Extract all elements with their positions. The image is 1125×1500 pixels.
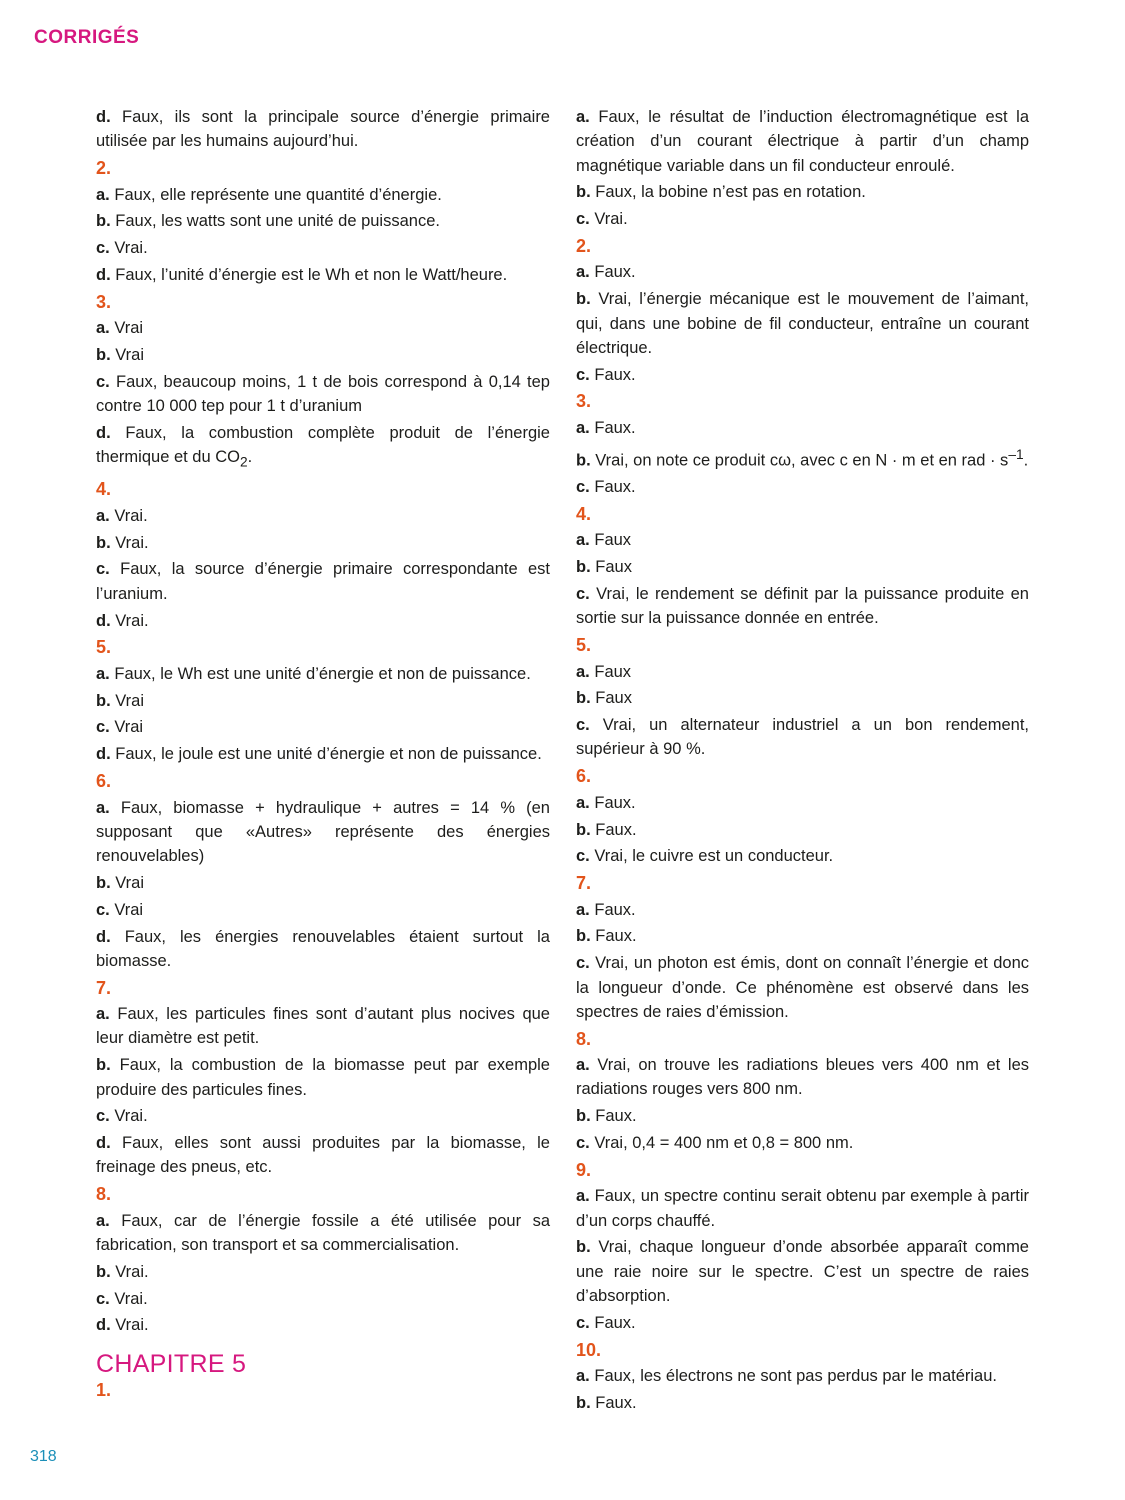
answer-item <box>576 1311 1029 1335</box>
question-number: 5. <box>96 637 112 658</box>
question-number: 9. <box>576 1159 592 1180</box>
answer-letter: c. <box>96 718 110 737</box>
answer-item <box>96 557 550 606</box>
answer-item <box>576 686 1029 710</box>
answer-text: Faux. <box>595 1107 637 1126</box>
answer-item <box>576 287 1029 360</box>
question-number: 3. <box>576 391 592 412</box>
answer-text: Faux, la combustion de la biomasse peut par exemple produire des particules fines. <box>96 1056 550 1099</box>
answer-item <box>576 1364 1029 1388</box>
answer-text: Faux. <box>595 927 637 946</box>
answer-item <box>576 924 1029 948</box>
answer-text: Vrai. <box>594 210 628 229</box>
answer-letter: a. <box>576 793 590 812</box>
answer-letter: c. <box>576 1313 590 1332</box>
answer-item <box>96 1131 550 1180</box>
answer-text: Faux. <box>594 900 636 919</box>
answer-letter: c. <box>576 478 590 497</box>
answer-text: Vrai <box>115 691 144 710</box>
answer-text: Faux. <box>594 263 636 282</box>
answer-text: Vrai, on trouve les radiations bleues vers 400 nm et les radiations rouges vers 800 nm. <box>576 1056 1029 1099</box>
answer-item <box>576 443 1029 473</box>
answer-item <box>576 1235 1029 1308</box>
answer-text: Faux, les watts sont une unité de puissance. <box>115 212 440 231</box>
answer-item <box>96 1053 550 1102</box>
answer-text: Vrai. <box>114 239 148 258</box>
answer-letter: b. <box>576 1238 591 1257</box>
answer-text: Faux, biomasse + hydraulique + autres = 14 % (en supposant que «Autres» représente des énergies renouvelables) <box>96 798 550 866</box>
answer-letter: c. <box>576 847 590 866</box>
answer-text: Vrai, l’énergie mécanique est le mouvement de l’aimant, qui, dans une bobine de fil conducteur, entraîne un courant électrique. <box>576 290 1029 357</box>
answer-letter: c. <box>576 584 590 603</box>
answer-text: Vrai. <box>114 1107 148 1126</box>
answer-text-end: . <box>247 448 253 467</box>
answer-item <box>576 1391 1029 1415</box>
answer-item <box>576 713 1029 762</box>
answer-letter: b. <box>96 533 111 552</box>
answer-item <box>96 796 550 869</box>
answer-item <box>96 183 550 207</box>
answer-item <box>96 504 550 528</box>
answer-text: Faux, elles sont aussi produites par la biomasse, le freinage des pneus, etc. <box>96 1134 550 1177</box>
answer-letter: b. <box>576 1393 591 1412</box>
answer-item <box>96 925 550 974</box>
answer-letter: b. <box>576 1107 591 1126</box>
answer-text: Faux <box>594 531 632 550</box>
answer-text: Faux. <box>594 1313 636 1332</box>
answer-text: Vrai. <box>114 1289 148 1308</box>
answer-letter: b. <box>576 183 591 202</box>
question-number: 4. <box>576 503 592 524</box>
answer-letter: c. <box>576 716 590 735</box>
answer-letter: a. <box>576 418 590 437</box>
answer-item <box>576 260 1029 284</box>
answer-text: Faux, les particules fines sont d’autant plus nocives que leur diamètre est petit. <box>96 1005 550 1048</box>
subscript: 2 <box>240 454 248 470</box>
answer-letter: b. <box>96 346 111 365</box>
answer-letter: b. <box>96 212 111 231</box>
answer-text: Vrai, un alternateur industriel a un bon rendement, supérieur à 90 %. <box>576 716 1029 759</box>
question-number: 1. <box>96 1379 112 1400</box>
answer-item <box>96 1104 550 1128</box>
answer-text: Faux <box>595 689 632 708</box>
answer-item <box>96 898 550 922</box>
answer-letter: a. <box>96 1005 110 1024</box>
answer-letter: d. <box>96 108 111 126</box>
answer-text: Faux, le résultat de l’induction électromagnétique est la création d’un courant électrique à partir d’un champ magnétique variable dans un fil conducteur enroulé. <box>576 108 1029 175</box>
answer-text: Vrai <box>114 319 144 338</box>
answer-letter: d. <box>96 611 111 630</box>
answer-letter: c. <box>96 560 110 579</box>
answer-item <box>576 844 1029 868</box>
answer-item <box>576 951 1029 1024</box>
answer-letter: c. <box>576 210 590 229</box>
left-column <box>96 105 550 1404</box>
answer-text: Faux, les énergies renouvelables étaient surtout la biomasse. <box>96 927 550 970</box>
answer-item <box>96 1260 550 1284</box>
answer-text: Faux, l’unité d’énergie est le Wh et non le Watt/heure. <box>115 265 508 284</box>
answer-letter: b. <box>576 820 591 839</box>
answer-letter: b. <box>96 1262 111 1281</box>
answer-letter: c. <box>96 239 110 258</box>
answer-text: Vrai. <box>115 533 149 552</box>
answer-text: Vrai, 0,4 = 400 nm et 0,8 = 800 nm. <box>594 1134 854 1152</box>
answer-letter: d. <box>96 927 111 946</box>
answer-item <box>576 180 1029 204</box>
answer-text: Faux. <box>595 820 637 839</box>
answer-letter: c. <box>96 1107 110 1126</box>
answer-item <box>96 421 550 475</box>
question-number: 8. <box>576 1028 592 1049</box>
answer-text: Faux, la bobine n’est pas en rotation. <box>595 183 866 202</box>
answer-letter: b. <box>576 290 591 309</box>
answer-letter: a. <box>576 662 590 681</box>
answer-item <box>576 528 1029 552</box>
answer-text: Faux <box>594 662 632 681</box>
answer-text: Vrai. <box>114 506 148 525</box>
question-number: 2. <box>96 158 112 179</box>
answer-item <box>96 316 550 340</box>
right-column <box>576 105 1029 1418</box>
answer-letter: c. <box>576 1134 590 1152</box>
question-number: 5. <box>576 635 592 656</box>
answer-text: Faux <box>595 558 632 577</box>
answer-letter: d. <box>96 1316 111 1335</box>
answer-item <box>576 555 1029 579</box>
answer-letter: a. <box>96 319 110 338</box>
answer-item <box>96 871 550 895</box>
section-header: CORRIGÉS <box>34 27 140 48</box>
answer-letter: b. <box>576 451 591 470</box>
answer-text: Faux, le joule est une unité d’énergie et non de puissance. <box>115 745 542 764</box>
answer-letter: b. <box>96 691 111 710</box>
question-number: 7. <box>576 873 592 894</box>
answer-letter: b. <box>576 689 591 708</box>
answer-text: Vrai <box>114 718 144 737</box>
answer-text: Faux, la source d’énergie primaire correspondante est l’uranium. <box>96 560 550 603</box>
question-number: 10. <box>576 1339 602 1360</box>
answer-text: Vrai. <box>115 1262 149 1281</box>
question-number: 6. <box>576 766 592 787</box>
answer-item <box>96 1313 550 1337</box>
answer-letter: a. <box>96 1211 110 1230</box>
answer-letter: a. <box>576 263 590 282</box>
answer-item <box>96 531 550 555</box>
answer-text: Vrai, on note ce produit cω, avec c en N · m et en rad · s <box>595 451 1009 470</box>
question-number: 2. <box>576 235 592 256</box>
superscript: –1 <box>1008 446 1024 462</box>
answer-letter: a. <box>576 531 590 550</box>
answer-text: Faux. <box>594 418 636 437</box>
answer-text: Faux, beaucoup moins, 1 t de bois correspond à 0,14 tep contre 10 000 tep pour 1 t d’uranium <box>96 372 550 416</box>
answer-text: Vrai, chaque longueur d’onde absorbée apparaît comme une raie noire sur le spectre. C’est un spectre de raies d’absorption. <box>576 1238 1029 1305</box>
answer-item <box>576 1131 1029 1155</box>
answer-text-end: . <box>1023 451 1029 470</box>
answer-item <box>96 689 550 713</box>
answer-letter: d. <box>96 265 111 284</box>
answer-letter: d. <box>96 745 111 764</box>
answer-letter: b. <box>576 927 591 946</box>
answer-item <box>96 742 550 766</box>
answer-text: Vrai, le cuivre est un conducteur. <box>594 847 834 866</box>
answer-text: Faux. <box>594 478 636 497</box>
answer-item <box>576 898 1029 922</box>
answer-item <box>96 105 550 154</box>
answer-text: Faux, la combustion complète produit de l’énergie thermique et du CO <box>96 423 550 467</box>
answer-letter: a. <box>576 900 590 919</box>
answer-item <box>576 105 1029 178</box>
answer-text: Faux. <box>595 1393 637 1412</box>
answer-text: Faux. <box>594 793 636 812</box>
question-number: 6. <box>96 771 112 792</box>
answer-letter: b. <box>576 558 591 577</box>
answer-item <box>576 1184 1029 1233</box>
answer-letter: a. <box>96 798 110 817</box>
answer-letter: c. <box>96 900 110 919</box>
answer-item <box>576 791 1029 815</box>
answer-item <box>96 263 550 287</box>
answer-letter: b. <box>96 1056 111 1075</box>
answer-letter: a. <box>96 506 110 525</box>
answer-text: Faux, un spectre continu serait obtenu par exemple à partir d’un corps chauffé. <box>576 1187 1029 1230</box>
answer-letter: d. <box>96 1134 111 1153</box>
answer-letter: a. <box>96 185 110 204</box>
answer-text: Faux. <box>594 365 636 384</box>
answer-letter: c. <box>576 954 590 973</box>
answer-letter: a. <box>576 108 590 126</box>
answer-item <box>96 662 550 686</box>
answer-item <box>96 370 550 419</box>
answer-letter: d. <box>96 423 111 442</box>
page-number: 318 <box>30 1448 57 1465</box>
answer-letter: a. <box>576 1187 590 1206</box>
chapter-heading: CHAPITRE 5 <box>96 1349 247 1378</box>
question-number: 8. <box>96 1184 112 1205</box>
answer-item <box>576 660 1029 684</box>
question-number: 4. <box>96 479 112 500</box>
answer-letter: a. <box>576 1056 590 1075</box>
answer-item <box>96 343 550 367</box>
answer-item <box>576 582 1029 631</box>
question-number: 3. <box>96 291 112 312</box>
answer-text: Vrai, un photon est émis, dont on connaît l’énergie et donc la longueur d’onde. Ce phénomène est observé dans les spectres de raies d’émission. <box>576 954 1029 1021</box>
answer-text: Faux, car de l’énergie fossile a été utilisée pour sa fabrication, son transport et sa commercialisation. <box>96 1211 550 1254</box>
answer-item <box>96 1287 550 1311</box>
answer-text: Vrai. <box>115 611 149 630</box>
answer-text: Vrai <box>115 346 144 365</box>
answer-text: Vrai, le rendement se définit par la puissance produite en sortie sur la puissance donnée en entrée. <box>576 584 1029 628</box>
answer-item <box>576 363 1029 387</box>
answer-item <box>576 207 1029 231</box>
answer-text: Faux, le Wh est une unité d’énergie et non de puissance. <box>114 664 531 683</box>
answer-item <box>576 1053 1029 1102</box>
answer-text: Faux, elle représente une quantité d’énergie. <box>114 185 442 204</box>
answer-letter: a. <box>96 664 110 683</box>
answer-item <box>96 236 550 260</box>
answer-item <box>96 715 550 739</box>
answer-text: Vrai <box>115 873 144 892</box>
answer-item <box>576 475 1029 499</box>
answer-item <box>96 1209 550 1258</box>
answer-text: Faux, les électrons ne sont pas perdus par le matériau. <box>594 1367 997 1386</box>
question-number: 7. <box>96 977 112 998</box>
answer-letter: c. <box>96 372 110 391</box>
answer-item <box>96 209 550 233</box>
answer-letter: a. <box>576 1367 590 1386</box>
answer-item <box>576 818 1029 842</box>
answer-letter: b. <box>96 873 111 892</box>
answer-text: Vrai <box>114 900 144 919</box>
answer-text: Vrai. <box>115 1316 149 1335</box>
answer-item <box>576 416 1029 440</box>
answer-item <box>576 1104 1029 1128</box>
answer-letter: c. <box>576 365 590 384</box>
answer-letter: c. <box>96 1289 110 1308</box>
answer-text: Faux, ils sont la principale source d’énergie primaire utilisée par les humains aujourd’hui. <box>96 108 550 151</box>
answer-item <box>96 1002 550 1051</box>
answer-item <box>96 609 550 633</box>
